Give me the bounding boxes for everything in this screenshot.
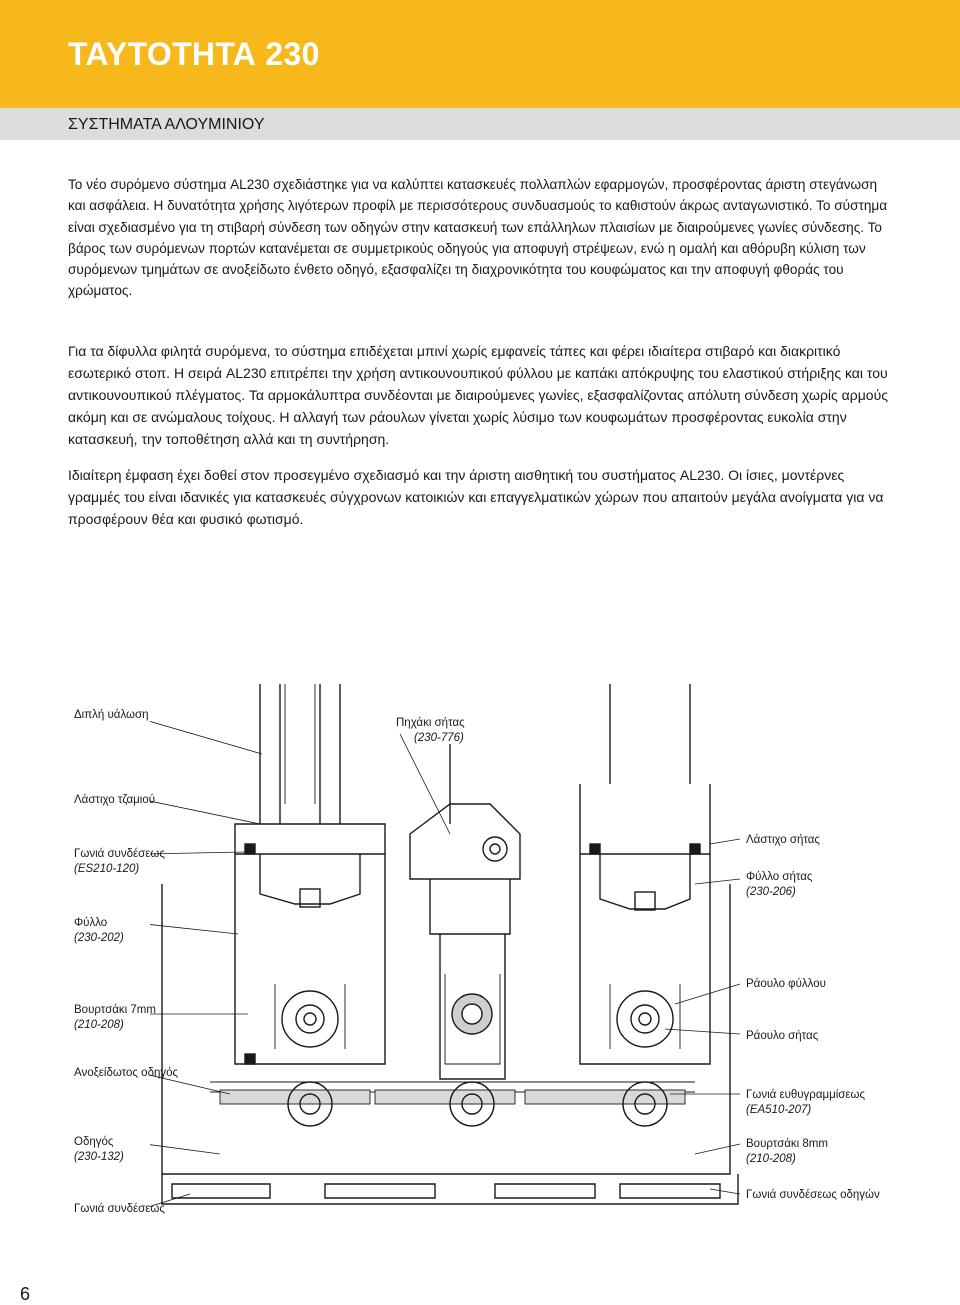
label-corner-connector-bottom: Γωνιά συνδέσεως: [74, 1203, 165, 1215]
label-screen-roller: Ράουλο σήτας: [746, 1030, 819, 1042]
label-glass-gasket: Λάστιχο τζαμιού: [74, 794, 156, 806]
page-number: 6: [20, 1284, 31, 1304]
label-sash-roller: Ράουλο φύλλου: [746, 978, 826, 990]
sash-right: [580, 684, 710, 1126]
paragraph-design: Ιδιαίτερη έμφαση έχει δοθεί στον προσεγμένο σχεδιασμό και την άριστη αισθητική του συστήματος AL230. Οι ίσιες, μοντέρνες γραμμές του είναι ιδανικές για κατασκευές σύγχρονων κατοικιών και επαγγελματικών χώρων που απαιτούν μεγάλα ανοίγματα για να προσφέρουν θέα και φυσικό φωτισμό.: [68, 467, 884, 527]
label-brush-7mm: Βουρτσάκι 7mm (210-208): [74, 1004, 156, 1031]
label-screen-gasket: Λάστιχο σήτας: [746, 834, 820, 846]
label-screen-bead: Πηχάκι σήτας (230-776): [396, 717, 465, 744]
page-subtitle: ΣΥΣΤΗΜΑΤΑ ΑΛΟΥΜΙΝΙΟΥ: [68, 116, 265, 133]
sash-left: [235, 684, 385, 1126]
label-guide-corner-connector: Γωνιά συνδέσεως οδηγών: [746, 1189, 880, 1201]
label-corner-connector: Γωνιά συνδέσεως (ES210-120): [74, 848, 165, 875]
label-guide: Οδηγός (230-132): [74, 1136, 124, 1163]
label-brush-8mm: Βουρτσάκι 8mm (210-208): [746, 1138, 828, 1165]
cross-section-diagram: [150, 684, 750, 1244]
page-title: ΤΑΥΤΟΤΗΤΑ 230: [68, 36, 320, 72]
label-alignment-corner: Γωνιά ευθυγραμμίσεως (EA510-207): [746, 1089, 866, 1116]
label-double-glazing: Διπλή υάλωση: [74, 709, 149, 721]
label-screen-sash: Φύλλο σήτας (230-206): [746, 871, 813, 898]
leader-lines: [150, 720, 740, 1208]
paragraph-sliding: Για τα δίφυλλα φιλητά συρόμενα, το σύστημα επιδέχεται μπινί χωρίς εμφανείς τάπες και φέρει ιδιαίτερα στιβαρό και διακριτικό εσωτερικό στοπ. Η σειρά AL230 επιτρέπει την χρήση αντικουνουπικού φύλλου με καπάκι απόκρυψης του ελαστικού στήριξης και του αντικουνουπικού πλέγματος. Τα αρμοκάλυπτρα συνδέονται με διαιρούμενες γωνίες, εξασφαλίζοντας απόλυτη σύνδεση χωρίς αρμούς ακόμη και σε ανώμαλους τοίχους. Η αλλαγή των ράουλων γίνεται χωρίς λύσιμο των κουφωμάτων προσφέροντας ευκολία στην κατασκευή, την τοποθέτηση αλλά και τη συντήρηση.: [68, 343, 888, 447]
paragraph-intro: Το νέο συρόμενο σύστημα AL230 σχεδιάστηκε για να καλύπτει κατασκευές πολλαπλών εφαρμογών, προσφέροντας άριστη στεγάνωση και ασφάλεια. Η δυνατότητα χρήσης λιγότερων προφίλ με περισσότερους συνδυασμούς το καθιστούν άκρως ανταγωνιστικό. Το σύστημα είναι σχεδιασμένο για τη στιβαρή σύνδεση των οδηγών στην κατασκευή των επάλληλων πλαισίων με διαιρούμενες γωνίες σύνδεσης. Το βάρος των συρόμενων πορτών κατανέμεται σε συμμετρικούς οδηγούς για αποφυγή στρέψεων, ενώ η ομαλή και αθόρυβη κύλιση των συρόμενων τμημάτων σε ανοξείδωτο ένθετο οδηγό, εξασφαλίζει τη διαχρονικότητα του κουφώματος και την αποφυγή φθοράς του χρώματος.: [68, 177, 888, 299]
sash-center-screen: [410, 744, 520, 1126]
label-stainless-guide: Ανοξείδωτος οδηγός: [74, 1067, 179, 1079]
guide-frame: [162, 884, 738, 1204]
label-sash: Φύλλο (230-202): [74, 917, 124, 944]
